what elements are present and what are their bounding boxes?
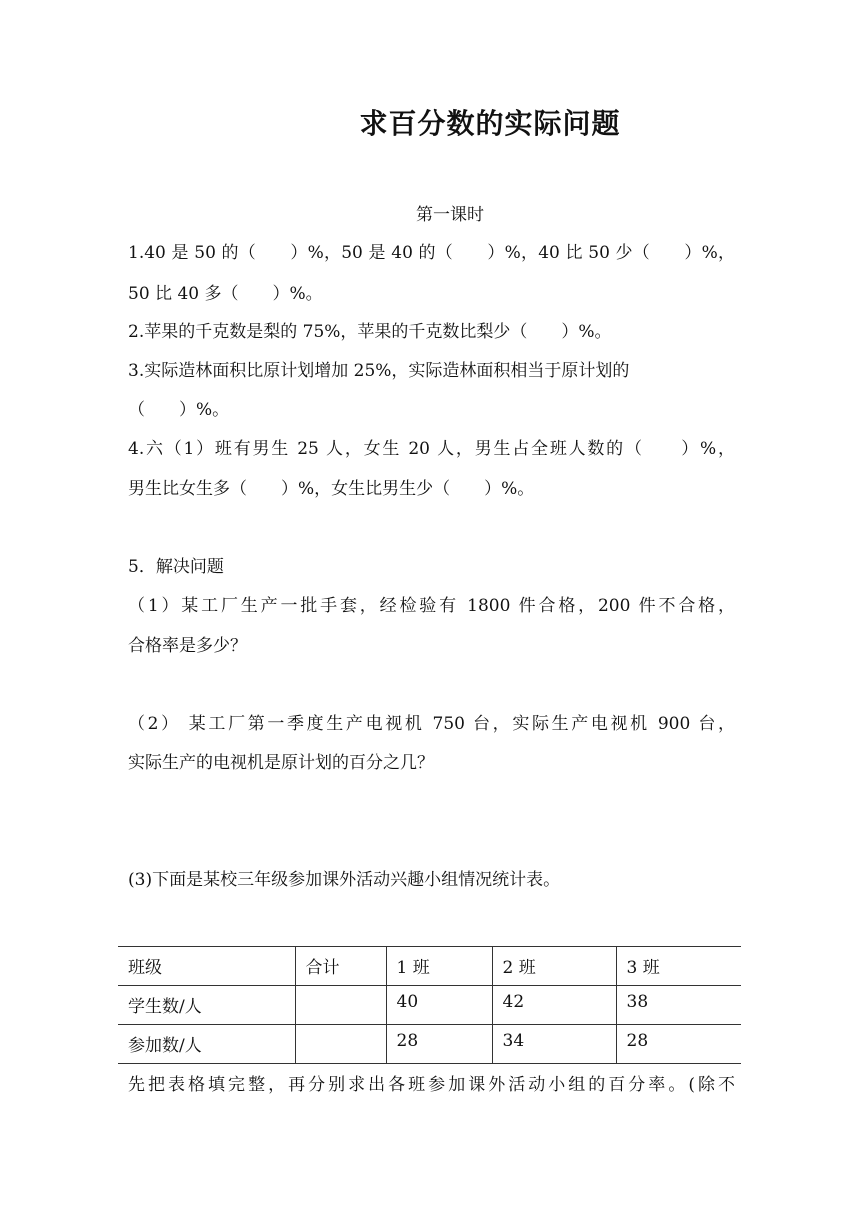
table-header-cell: 班级 xyxy=(118,947,295,986)
page-title: 求百分数的实际问题 xyxy=(359,107,621,140)
table-header-cell: 1 班 xyxy=(386,947,492,986)
table-cell: 34 xyxy=(492,1025,616,1064)
table-cell-blank xyxy=(295,986,386,1025)
activity-stats-table xyxy=(118,946,741,1064)
question-5-1-line-2: 合格率是多少？ xyxy=(128,636,247,656)
question-1-line-1: 1.40 是 50 的（ ）%，50 是 40 的（ ）%，40 比 50 少（ ）%， xyxy=(128,243,735,263)
table-cell: 学生数/人 xyxy=(118,986,295,1025)
table-header-row xyxy=(118,947,741,986)
question-3-line-1: 3.实际造林面积比原计划增加 25%，实际造林面积相当于原计划的 xyxy=(128,361,630,381)
question-4-line-2: 男生比女生多（ ）%，女生比男生少（ ）%。 xyxy=(128,479,535,499)
table-cell: 参加数/人 xyxy=(118,1025,295,1064)
question-5-3-instruction: 先把表格填完整，再分别求出各班参加课外活动小组的百分率。(除不 xyxy=(128,1075,735,1095)
table-row xyxy=(118,986,741,1025)
question-5-heading: 5．解决问题 xyxy=(128,557,224,577)
table-cell: 38 xyxy=(616,986,741,1025)
lesson-subtitle: 第一课时 xyxy=(416,205,484,225)
table-cell: 28 xyxy=(386,1025,492,1064)
question-2: 2.苹果的千克数是梨的 75%，苹果的千克数比梨少（ ）%。 xyxy=(128,322,612,342)
question-3-line-2: （ ）%。 xyxy=(128,400,230,420)
table-cell: 28 xyxy=(616,1025,741,1064)
table-header-cell: 3 班 xyxy=(616,947,741,986)
table-header-cell: 合计 xyxy=(295,947,386,986)
question-1-line-2: 50 比 40 多（ ）%。 xyxy=(128,284,323,304)
question-4-line-1: 4.六（1）班有男生 25 人，女生 20 人，男生占全班人数的（ ）%， xyxy=(128,439,735,459)
question-5-1-line-1: （1）某工厂生产一批手套，经检验有 1800 件合格，200 件不合格， xyxy=(128,596,735,616)
question-5-2-line-2: 实际生产的电视机是原计划的百分之几？ xyxy=(128,753,434,773)
table-cell: 40 xyxy=(386,986,492,1025)
table-cell: 42 xyxy=(492,986,616,1025)
question-5-3-intro: (3)下面是某校三年级参加课外活动兴趣小组情况统计表。 xyxy=(128,870,561,890)
table-row xyxy=(118,1025,741,1064)
table-cell-blank xyxy=(295,1025,386,1064)
table-header-cell: 2 班 xyxy=(492,947,616,986)
question-5-2-line-1: （2） 某工厂第一季度生产电视机 750 台，实际生产电视机 900 台， xyxy=(128,714,735,734)
